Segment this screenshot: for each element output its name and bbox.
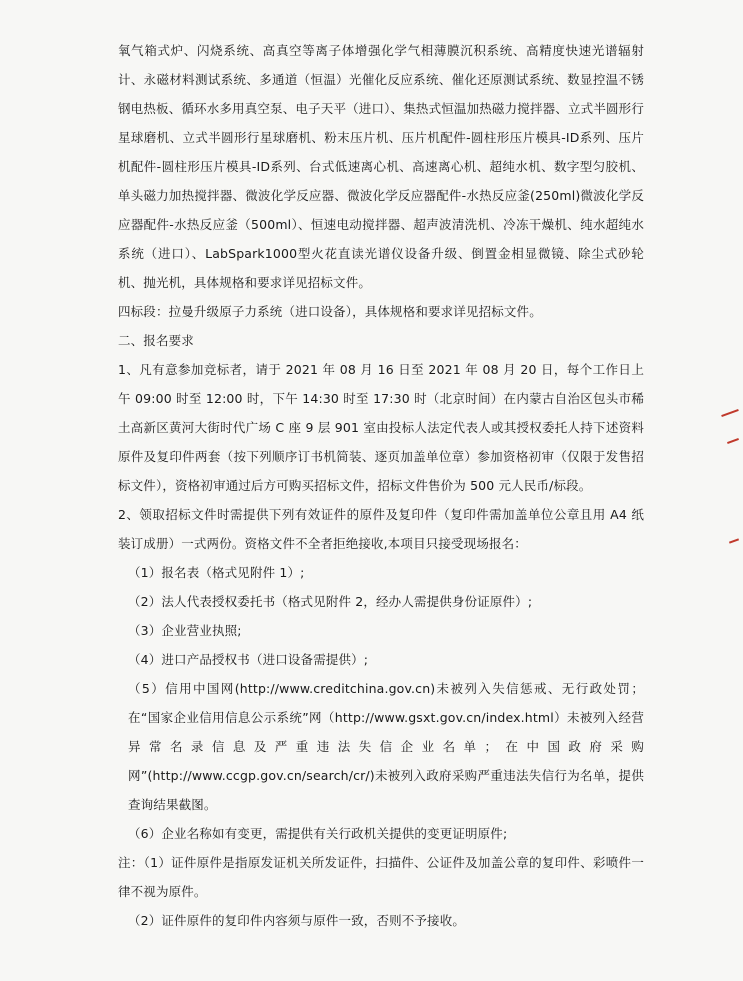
document-body [118, 36, 644, 935]
doc-list-item-6: （6）企业名称如有变更，需提供有关行政机关提供的变更证明原件; [128, 826, 508, 841]
doc-list-item-3: （3）企业营业执照; [128, 623, 242, 638]
doc-list-item-1: （1）报名表（格式见附件 1）; [128, 565, 305, 580]
doc-list-item-4: （4）进口产品授权书（进口设备需提供）; [128, 652, 369, 667]
seal-fragment-icon [721, 409, 739, 417]
seal-fragment-icon [729, 538, 739, 543]
note-item-1: 注：（1）证件原件是指原发证机关所发证件，扫描件、公证件及加盖公章的复印件、彩喷件一律不视为原件。 [118, 855, 644, 899]
registration-item-2: 2、领取招标文件时需提供下列有效证件的原件及复印件（复印件需加盖单位公章且用 A4 纸装订成册）一式两份。资格文件不全者拒绝接收,本项目只接受现场报名： [118, 507, 644, 551]
seal-fragment-icon [727, 438, 739, 444]
note-item-2: （2）证件原件的复印件内容须与原件一致，否则不予接收。 [128, 913, 466, 928]
lot-four-paragraph: 四标段：拉曼升级原子力系统（进口设备），具体规格和要求详见招标文件。 [118, 304, 542, 319]
section-heading-registration: 二、报名要求 [118, 333, 194, 348]
doc-list-item-2: （2）法人代表授权委托书（格式见附件 2，经办人需提供身份证原件）; [128, 594, 533, 609]
registration-item-1: 1、凡有意参加竞标者，请于 2021 年 08 月 16 日至 2021 年 08 月 20 日，每个工作日上午 09:00 时至 12:00 时，下午 14:30 时至 17:30 时（北京时间）在内蒙古自治区包头市稀土高新区黄河大街时代广场 C 座 9 层 901 室由投标人法定代表人或其授权委托人持下述资料原件及复印件两套（按下列顺序订书机简装、逐页加盖单位章）参加资格初审（仅限于发售招标文件），资格初审通过后方可购买招标文件，招标文件售价为 500 元人民币/标段。 [118, 362, 644, 493]
equipment-list-paragraph: 氧气箱式炉、闪烧系统、高真空等离子体增强化学气相薄膜沉积系统、高精度快速光谱辐射计、永磁材料测试系统、多通道（恒温）光催化反应系统、催化还原测试系统、数显控温不锈钢电热板、循环水多用真空泵、电子天平（进口）、集热式恒温加热磁力搅拌器、立式半圆形行星球磨机、立式半圆形行星球磨机、粉末压片机、压片机配件-圆柱形压片模具-ID系列、压片机配件-圆柱形压片模具-ID系列、台式低速离心机、高速离心机、超纯水机、数字型匀胶机、单头磁力加热搅拌器、微波化学反应器、微波化学反应器配件-水热反应釜(250ml)微波化学反应器配件-水热反应釜（500ml）、恒速电动搅拌器、超声波清洗机、冷冻干燥机、纯水超纯水系统（进口）、LabSpark1000型火花直读光谱仪设备升级、倒置金相显微镜、除尘式砂轮机、抛光机，具体规格和要求详见招标文件。 [118, 43, 644, 290]
doc-list-item-5: （5）信用中国网(http://www.creditchina.gov.cn)未被列入失信惩戒、无行政处罚；在“国家企业信用信息公示系统”网（http://www.gsxt.gov.cn/index.html）未被列入经营异常名录信息及严重违法失信企业名单；在中国政府采购网”(http://www.ccgp.gov.cn/search/cr/)未被列入政府采购严重违法失信行为名单，提供查询结果截图。 [128, 681, 644, 812]
